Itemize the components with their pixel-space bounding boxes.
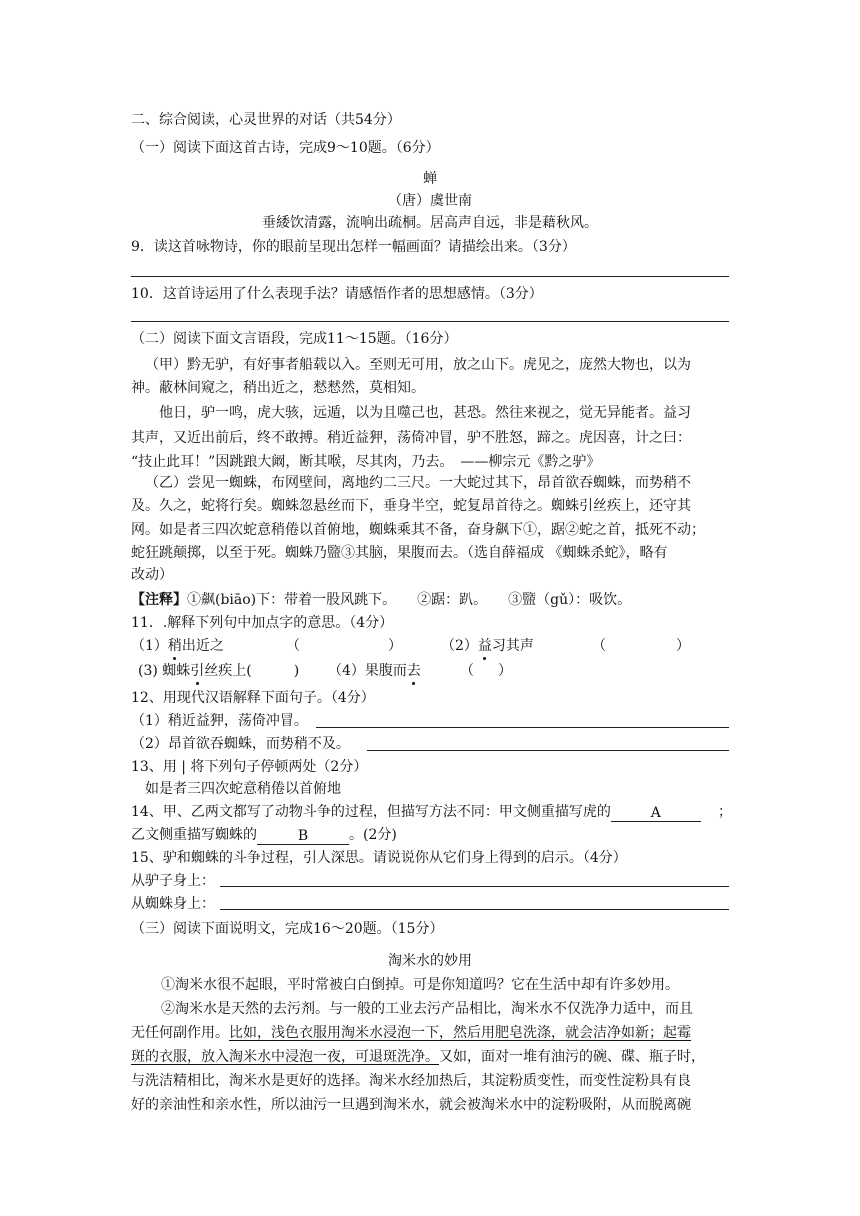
passage-yi-line: （乙）尝见一蜘蛛，布网壁间，离地约二三尺。一大蛇过其下，昂首欲吞蜘蛛，而势稍不 (145, 475, 691, 491)
q11-answer-paren-4[interactable]: （ ） (460, 663, 512, 679)
dotted-char: 稍 (167, 638, 182, 654)
essay-paragraph-2-line: ②淘米水是天然的去污剂。与一般的工业去污产品相比，淘米水不仅洗净力适中，而且 (161, 1001, 693, 1017)
notes (131, 590, 631, 610)
q15-donkey-answer-line[interactable] (220, 872, 729, 887)
q11-answer-paren-2[interactable]: （ ） (592, 638, 690, 654)
passage-yi-line: 及。久之，蛇将行矣。蜘蛛忽悬丝而下，垂身半空，蛇复昂首待之。蜘蛛引丝疾上，还守其 (131, 498, 691, 514)
part3-heading: （三）阅读下面说明文，完成16～20题。（15分） (131, 921, 444, 937)
essay-paragraph-2-line: 无任何副作用。比如，浅色衣服用淘米水浸泡一下，然后用肥皂洗涤，就会洁净如新；起霉 (131, 1025, 691, 1041)
question-14-line2: 乙文侧重描写蜘蛛的 B 。(2分) (131, 827, 397, 844)
underlined-sentence: 斑的衣服，放入淘米水中浸泡一夜，可退斑洗净。 (131, 1049, 439, 1065)
q12-answer-line-1[interactable] (316, 713, 729, 728)
notes-text: ①飙(biāo)下：带着一股风跳下。 ②踞：趴。 ③盬（gǔ）：吸饮。 (187, 592, 632, 608)
poem-author: （唐）虞世南 (388, 193, 472, 209)
part1-heading: （一）阅读下面这首古诗，完成9～10题。（6分） (131, 140, 440, 156)
passage-jia-line: 其声，又近出前后，终不敢搏。稍近益狎，荡倚冲冒，驴不胜怒，蹄之。虎因喜，计之曰： (131, 430, 691, 446)
essay-paragraph-2-line: 好的亲油性和亲水性，所以油污一旦遇到淘米水，就会被淘米水中的淀粉吸附，从而脱离碗 (131, 1097, 691, 1113)
poem-text: 垂緌饮清露，流响出疏桐。居高声自远，非是藉秋风。 (262, 215, 598, 231)
passage-jia-line: 他日，驴一鸣，虎大骇，远遁，以为且噬己也，甚恐。然往来视之，觉无异能者。益习 (159, 405, 691, 421)
q11-item-3: (3) 蜘蛛引丝疾上( ) (138, 663, 300, 679)
question-13: 13、用 | 将下列句子停顿两处（2分） (131, 759, 368, 775)
q15-spider-answer-line[interactable] (220, 895, 729, 910)
section-title: 二、综合阅读，心灵世界的对话（共54分） (131, 112, 401, 128)
passage-yi-line: 蛇狂跳颠掷，以至于死。蜘蛛乃盬③其脑，果腹而去。（选自薛福成 《蜘蛛杀蛇》，略有 (131, 545, 668, 561)
notes-label: 【注释】 (131, 592, 187, 608)
essay-title: 淘米水的妙用 (388, 953, 472, 969)
q11-item-4: （4）果腹而去 (328, 663, 421, 679)
dotted-char: 引 (190, 663, 205, 679)
passage-jia-line: 神。蔽林间窥之，稍出近之，慭慭然，莫相知。 (131, 380, 425, 396)
dotted-char: 益 (477, 638, 492, 654)
q11-item-1: （1）稍出近之 (131, 638, 224, 654)
answer-line-q9[interactable] (131, 276, 729, 277)
question-10: 10．这首诗运用了什么表现手法？请感悟作者的思想感情。（3分） (131, 286, 543, 302)
q15-donkey-label: 从驴子身上： (131, 873, 215, 889)
question-11: 11．.解释下列句中加点字的意思。（4分） (131, 615, 394, 631)
passage-jia-line: （甲）黔无驴，有好事者船载以入。至则无可用，放之山下。虎见之，庞然大物也，以为 (145, 357, 691, 373)
question-14-line1: 14、甲、乙两文都写了动物斗争的过程，但描写方法不同：甲文侧重描写虎的 A (131, 802, 701, 822)
question-15: 15、驴和蜘蛛的斗争过程，引人深思。请说说你从它们身上得到的启示。（4分） (131, 850, 627, 866)
q12-item-2: （2）昂首欲吞蜘蛛，而势稍不及。 (131, 736, 350, 752)
q14-blank-a[interactable]: A (611, 805, 701, 822)
poem-title: 蝉 (423, 171, 437, 187)
q14-semicolon: ； (718, 804, 732, 820)
question-12: 12、用现代汉语解释下面句子。（4分） (131, 690, 375, 706)
q12-item-1: （1）稍近益狎，荡倚冲冒。 (131, 713, 308, 729)
essay-paragraph-2-line: 与洗洁精相比，淘米水是更好的选择。淘米水经加热后，其淀粉质变性，而变性淀粉具有良 (131, 1073, 691, 1089)
passage-yi-line: 网。如是者三四次蛇意稍倦以首俯地，蜘蛛乘其不备，奋身飙下①，踞②蛇之首，抵死不动； (131, 522, 705, 538)
passage-jia-line: “技止此耳！”因跳踉大阚，断其喉，尽其肉，乃去。 ——柳宗元《黔之驴》 (131, 454, 601, 470)
q11-item-2: （2）益习其声 (441, 638, 534, 654)
passage-yi-line: 改动） (131, 567, 173, 583)
q15-spider-label: 从蜘蛛身上： (131, 896, 215, 912)
q11-answer-paren-1[interactable]: （ ） (286, 638, 402, 654)
q14-blank-b[interactable]: B (257, 828, 349, 845)
underlined-sentence: 比如，浅色衣服用淘米水浸泡一下，然后用肥皂洗涤，就会洁净如新；起霉 (229, 1025, 691, 1041)
answer-line-q10[interactable] (131, 321, 729, 322)
question-9: 9．读这首咏物诗，你的眼前呈现出怎样一幅画面？请描绘出来。（3分） (131, 239, 576, 255)
essay-paragraph-1: ①淘米水很不起眼，平时常被白白倒掉。可是你知道吗？它在生活中却有许多妙用。 (161, 977, 679, 993)
essay-paragraph-2-line: 斑的衣服，放入淘米水中浸泡一夜，可退斑洗净。又如，面对一堆有油污的碗、碟、瓶子时， (131, 1049, 705, 1065)
dotted-char: 去 (406, 663, 421, 679)
part2-heading: （二）阅读下面文言语段，完成11～15题。（16分） (131, 331, 458, 347)
q13-sentence: 如是者三四次蛇意稍倦以首俯地 (145, 781, 341, 797)
q12-answer-line-2[interactable] (367, 736, 729, 751)
